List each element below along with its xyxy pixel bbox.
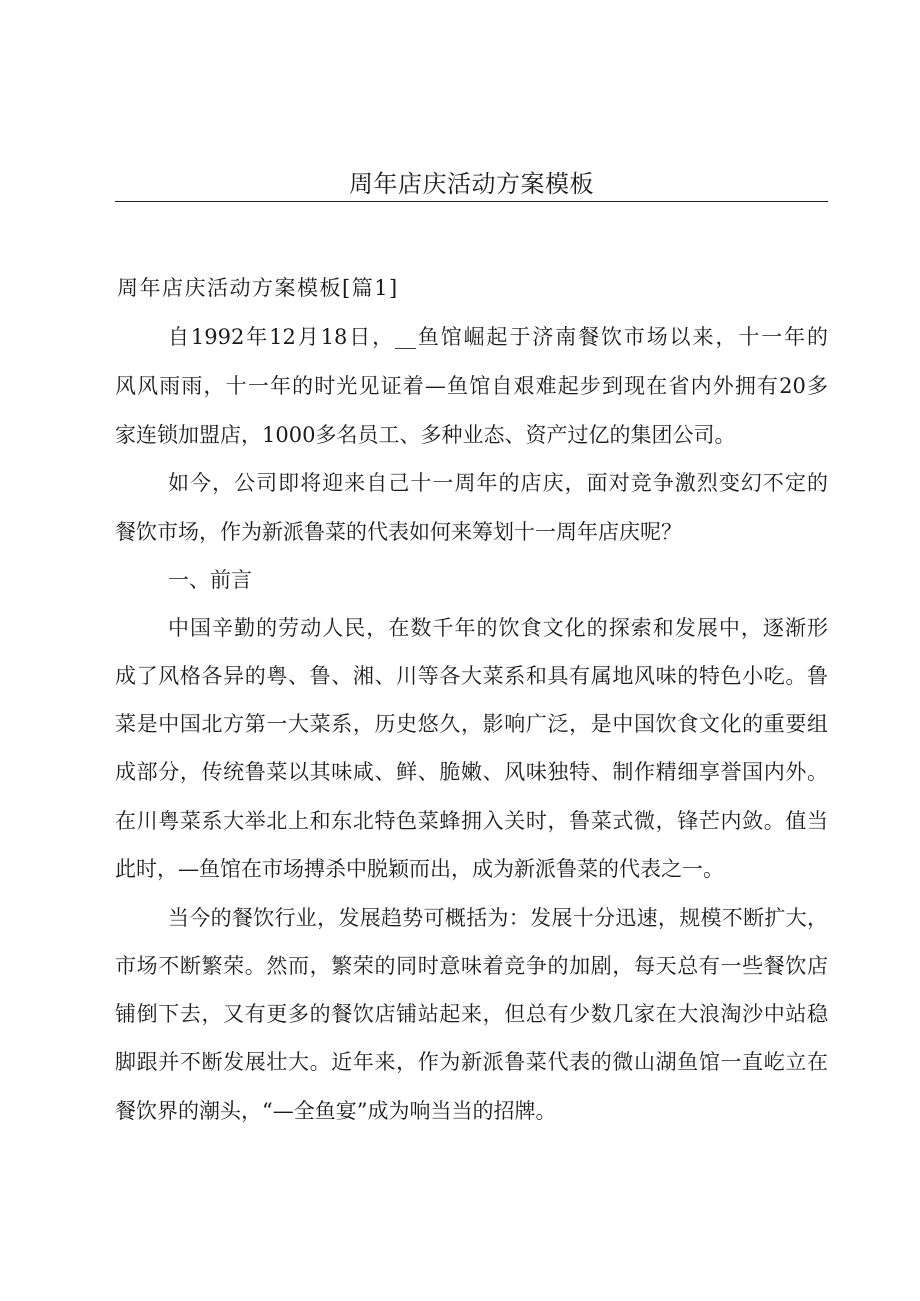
paragraph-3-line-2: 成了风格各异的粤、鲁、湘、川等各大菜系和具有属地风味的特色小吃。鲁 — [115, 664, 828, 688]
paragraph-1-line-3: 家连锁加盟店，1000多名员工、多种业态、资产过亿的集团公司。 — [115, 423, 736, 447]
paragraph-3-line-5: 在川粤菜系大举北上和东北特色菜蜂拥入关时，鲁菜式微，锋芒内敛。值当 — [115, 809, 828, 833]
document-title: 周年店庆活动方案模板 — [349, 170, 594, 198]
paragraph-4-line-5: 餐饮界的潮头，“—全鱼宴”成为响当当的招牌。 — [115, 1099, 557, 1123]
paragraph-2-line-2: 餐饮市场，作为新派鲁菜的代表如何来筹划十一周年店庆呢？ — [115, 520, 682, 544]
paragraph-3-line-6: 此时，—鱼馆在市场搏杀中脱颖而出，成为新派鲁菜的代表之一。 — [115, 857, 724, 881]
title-underline — [115, 201, 828, 202]
section-subheading: 周年店庆活动方案模板[篇1] — [117, 276, 399, 300]
paragraph-3-line-4: 成部分，传统鲁菜以其味咸、鲜、脆嫩、风味独特、制作精细享誉国内外。 — [115, 760, 828, 784]
paragraph-3-line-1: 中国辛勤的劳动人民，在数千年的饮食文化的探索和发展中，逐渐形 — [168, 616, 828, 640]
paragraph-4-line-3: 铺倒下去，又有更多的餐饮店铺站起来，但总有少数几家在大浪淘沙中站稳 — [115, 1002, 828, 1026]
paragraph-1-line-2: 风风雨雨，十一年的时光见证着—鱼馆自艰难起步到现在省内外拥有20多 — [115, 374, 828, 398]
paragraph-1-line-1: 自1992年12月18日，__鱼馆崛起于济南餐饮市场以来，十一年的 — [168, 325, 828, 349]
paragraph-4-line-2: 市场不断繁荣。然而，繁荣的同时意味着竞争的加剧，每天总有一些餐饮店 — [115, 954, 828, 978]
paragraph-4-line-4: 脚跟并不断发展壮大。近年来，作为新派鲁菜代表的微山湖鱼馆一直屹立在 — [115, 1050, 828, 1074]
paragraph-3-line-3: 菜是中国北方第一大菜系，历史悠久，影响广泛，是中国饮食文化的重要组 — [115, 712, 828, 736]
paragraph-2-line-1: 如今，公司即将迎来自己十一周年的店庆，面对竞争激烈变幻不定的 — [168, 471, 828, 495]
paragraph-4-line-1: 当今的餐饮行业，发展趋势可概括为：发展十分迅速，规模不断扩大， — [168, 906, 828, 930]
section-1-heading: 一、前言 — [168, 568, 252, 592]
